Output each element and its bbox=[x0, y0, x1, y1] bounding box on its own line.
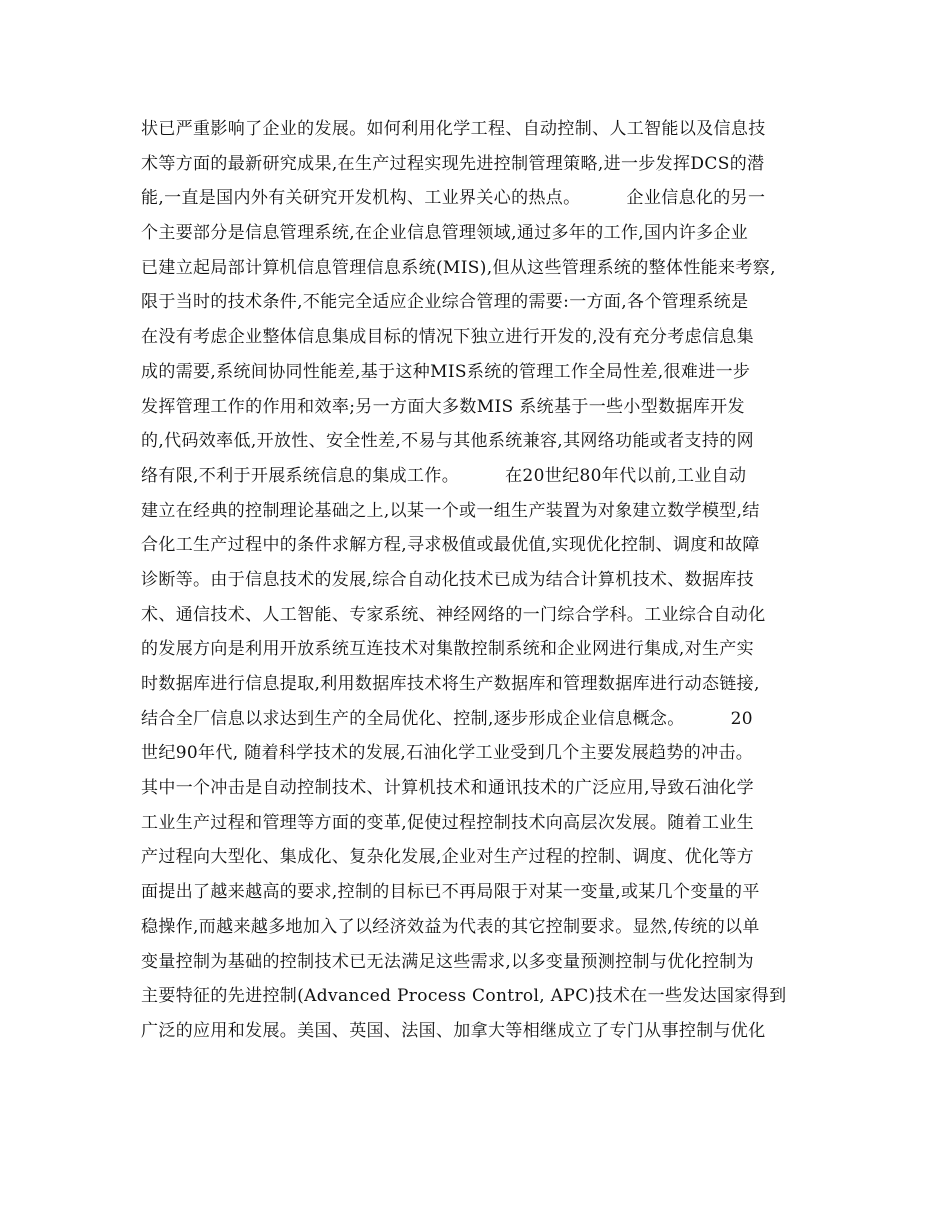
body-text bbox=[141, 112, 821, 1049]
text-line: 在没有考虑企业整体信息集成目标的情况下独立进行开发的,没有充分考虑信息集 bbox=[141, 327, 755, 348]
text-line: 络有限,不利于开展系统信息的集成工作。 在20世纪80年代以前,工业自动 bbox=[141, 465, 747, 486]
text-line: 诊断等。由于信息技术的发展,综合自动化技术已成为结合计算机技术、数据库技 bbox=[141, 569, 755, 590]
text-line: 世纪90年代, 随着科学技术的发展,石油化学工业受到几个主要发展趋势的冲击。 bbox=[141, 743, 754, 764]
text-line: 时数据库进行信息提取,利用数据库技术将生产数据库和管理数据库进行动态链接, bbox=[141, 674, 760, 694]
text-line: 面提出了越来越高的要求,控制的目标已不再局限于对某一变量,或某几个变量的平 bbox=[141, 882, 760, 903]
text-line: 成的需要,系统间协同性能差,基于这种MIS系统的管理工作全局性差,很难进一步 bbox=[141, 361, 751, 382]
text-line: 工业生产过程和管理等方面的变革,促使过程控制技术向高层次发展。随着工业生 bbox=[141, 812, 755, 833]
text-line: 个主要部分是信息管理系统,在企业信息管理领域,通过多年的工作,国内许多企业 bbox=[141, 223, 749, 244]
text-line: 术、通信技术、人工智能、专家系统、神经网络的一门综合学科。工业综合自动化 bbox=[141, 604, 766, 625]
text-line: 稳操作,而越来越多地加入了以经济效益为代表的其它控制要求。显然,传统的以单 bbox=[141, 916, 760, 937]
text-line: 建立在经典的控制理论基础之上,以某一个或一组生产装置为对象建立数学模型,结 bbox=[141, 500, 760, 521]
text-line: 其中一个冲击是自动控制技术、计算机技术和通讯技术的广泛应用,导致石油化学 bbox=[141, 778, 755, 799]
text-line: 限于当时的技术条件,不能完全适应企业综合管理的需要:一方面,各个管理系统是 bbox=[141, 292, 749, 313]
text-line: 变量控制为基础的控制技术已无法满足这些需求,以多变量预测控制与优化控制为 bbox=[141, 951, 755, 972]
text-line: 主要特征的先进控制(Advanced Process Control, APC)技术在一些发达国家得到 bbox=[141, 986, 787, 1007]
text-line: 发挥管理工作的作用和效率;另一方面大多数MIS 系统基于一些小型数据库开发 bbox=[141, 396, 745, 417]
text-line: 能,一直是国内外有关研究开发机构、工业界关心的热点。 企业信息化的另一 bbox=[141, 188, 766, 209]
text-line: 合化工生产过程中的条件求解方程,寻求极值或最优值,实现优化控制、调度和故障 bbox=[141, 535, 760, 556]
text-line: 术等方面的最新研究成果,在生产过程实现先进控制管理策略,进一步发挥DCS的潜 bbox=[141, 153, 765, 174]
text-line: 结合全厂信息以求达到生产的全局优化、控制,逐步形成企业信息概念。 20 bbox=[141, 708, 753, 729]
text-line: 的,代码效率低,开放性、安全性差,不易与其他系统兼容,其网络功能或者支持的网 bbox=[141, 431, 754, 452]
text-line: 广泛的应用和发展。美国、英国、法国、加拿大等相继成立了专门从事控制与优化 bbox=[141, 1020, 766, 1041]
text-line: 已建立起局部计算机信息管理信息系统(MIS),但从这些管理系统的整体性能来考察, bbox=[141, 257, 776, 278]
text-line: 产过程向大型化、集成化、复杂化发展,企业对生产过程的控制、调度、优化等方 bbox=[141, 847, 755, 868]
text-line: 的发展方向是利用开放系统互连技术对集散控制系统和企业网进行集成,对生产实 bbox=[141, 639, 755, 660]
text-line: 状已严重影响了企业的发展。如何利用化学工程、自动控制、人工智能以及信息技 bbox=[141, 119, 766, 139]
